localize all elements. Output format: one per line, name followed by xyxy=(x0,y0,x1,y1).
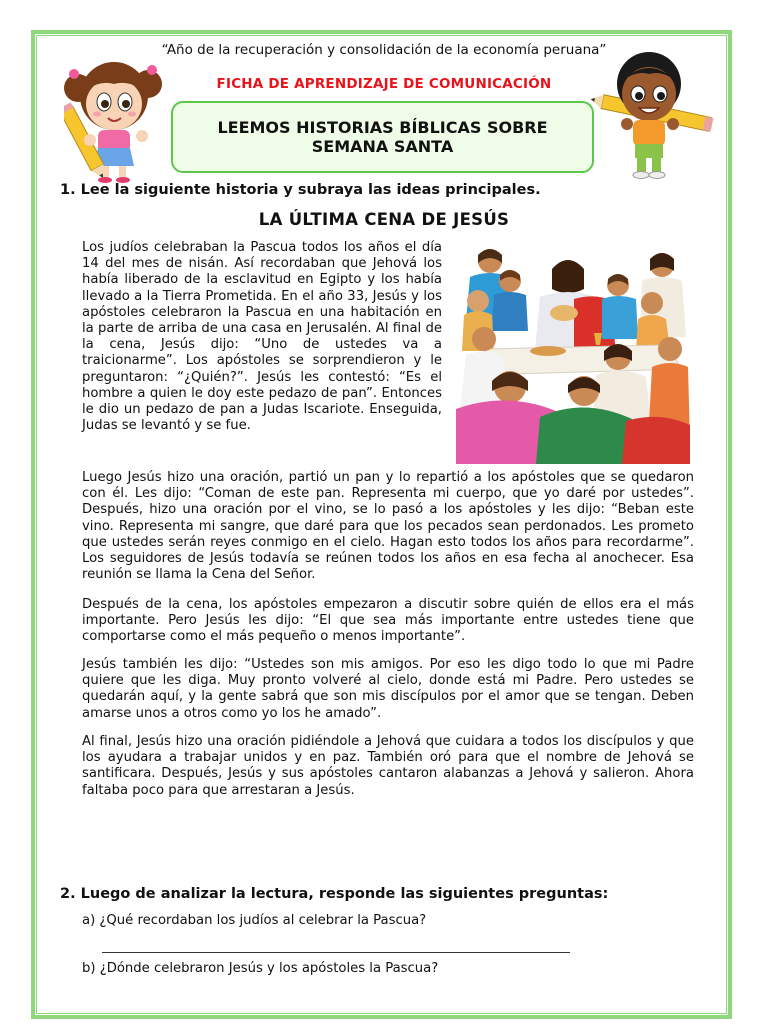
story-paragraph-2 xyxy=(82,470,694,583)
paragraph-text: Al final, Jesús hizo una oración pidiéndole a Jehová que cuidara a todos los discípulos y que los ayudara a trabajar unidos y en paz. También oró para que el nombre de Jehová se santificara. Después, Jesús y sus apóstoles cantaron alabanzas a Jehová y salieron. Ahora faltaba poco para que arrestaran a Jesús. xyxy=(82,734,694,798)
story-paragraph-4 xyxy=(82,657,694,722)
boy-with-pencil-illustration xyxy=(591,42,721,182)
question-2b: b) ¿Dónde celebraron Jesús y los apóstoles la Pascua? xyxy=(82,961,439,976)
ficha-title: FICHA DE APRENDIZAJE DE COMUNICACIÓN xyxy=(216,76,552,92)
answer-line[interactable] xyxy=(102,952,570,953)
girl-with-pencil-illustration xyxy=(64,44,174,184)
story-paragraph-5 xyxy=(82,734,694,799)
question-1: 1. Lee la siguiente historia y subraya las ideas principales. xyxy=(60,182,541,198)
title-box xyxy=(171,101,594,173)
story-paragraph-1 xyxy=(82,240,442,434)
paragraph-text: Los judíos celebraban la Pascua todos los años el día 14 del mes de nisán. Así recordaban que Jehová los había liberado de la esclavitud en Egipto y los había llevado a la Tierra Prometida. En el año 33, Jesús y los apóstoles celebraron la Pascua en una habitación en la parte de arriba de una casa en Jerusalén. Al final de la cena, Jesús dijo: “Uno de ustedes va a traicionarme”. Los apóstoles se sorprendieron y le preguntaron: “¿Quién?”. Jesús les contestó: “Es el hombre a quien le doy este pedazo de pan”. Entonces le dio un pedazo de pan a Judas Iscariote. Enseguida, Judas se levantó y se fue. xyxy=(82,240,442,434)
paragraph-text: Después de la cena, los apóstoles empezaron a discutir sobre quién de ellos era el más importante. Pero Jesús les dijo: “El que sea más importante entre ustedes tiene que comportarse como el más pequeño o menos importante”. xyxy=(82,597,694,645)
last-supper-illustration xyxy=(456,241,690,464)
year-motto: “Año de la recuperación y consolidación de la economía peruana” xyxy=(161,42,607,58)
question-2a: a) ¿Qué recordaban los judíos al celebrar la Pascua? xyxy=(82,913,427,928)
question-2: 2. Luego de analizar la lectura, responde las siguientes preguntas: xyxy=(60,886,609,902)
story-title: LA ÚLTIMA CENA DE JESÚS xyxy=(258,210,510,229)
paragraph-text: Jesús también les dijo: “Ustedes son mis amigos. Por eso les digo todo lo que mi Padre quiere que les diga. Muy pronto volveré al cielo, donde está mi Padre. Pero ustedes se quedarán aquí, y la gente sabrá que son mis discípulos por el amor que se tengan. Deben amarse unos a otros como yo los he amado”. xyxy=(82,657,694,721)
story-paragraph-3 xyxy=(82,597,694,646)
main-title: LEEMOS HISTORIAS BÍBLICAS SOBRE SEMANA SANTA xyxy=(217,118,548,156)
paragraph-text: Luego Jesús hizo una oración, partió un pan y lo repartió a los apóstoles que se quedaron con él. Les dijo: “Coman de este pan. Representa mi cuerpo, que yo daré por ustedes”. Después, hizo una oración por el vino, se lo pasó a los apóstoles y les dijo: “Beban este vino. Representa mi sangre, que daré para que los pecados sean perdonados. Les prometo que ustedes serán reyes conmigo en el cielo. Hagan esto todos los años para recordarme”. Los seguidores de Jesús todavía se reúnen todos los años en esa fecha al anochecer. Esa reunión se llama la Cena del Señor. xyxy=(82,470,694,583)
